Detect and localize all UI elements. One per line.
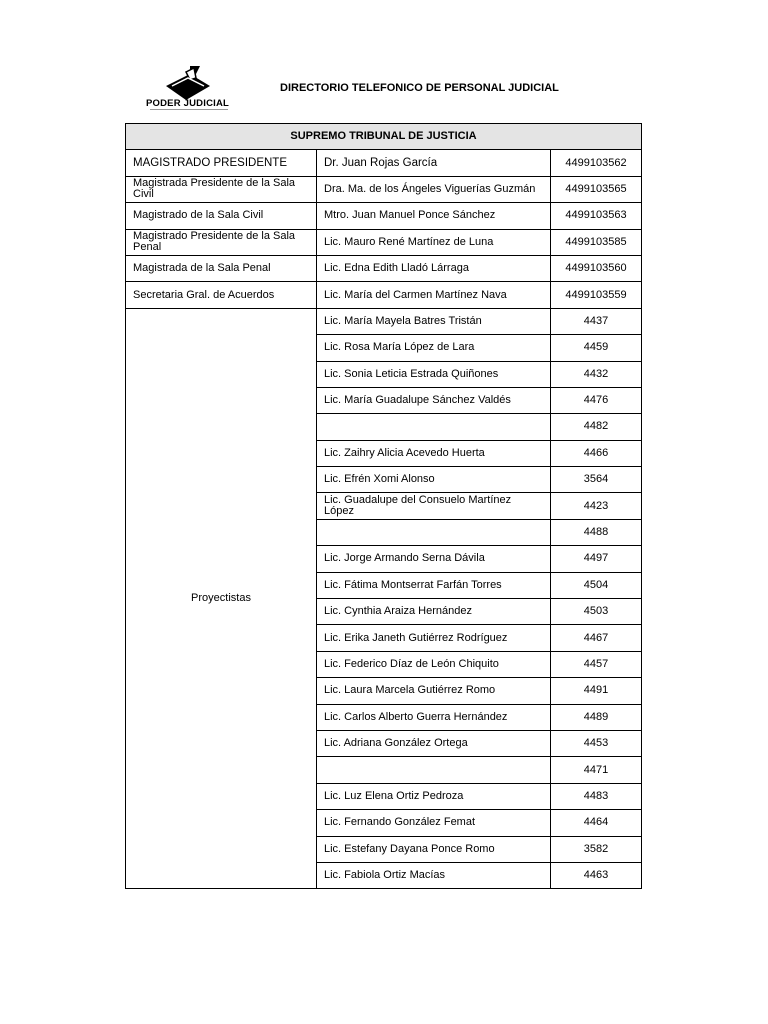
official-phone: 4499103562	[551, 150, 642, 176]
proyectista-name	[317, 519, 551, 545]
proyectista-name: Lic. Erika Janeth Gutiérrez Rodríguez	[317, 625, 551, 651]
proyectista-ext: 4491	[551, 678, 642, 704]
proyectista-ext: 4497	[551, 546, 642, 572]
table-header-row	[126, 124, 642, 150]
official-row	[126, 203, 642, 229]
proyectista-ext: 4463	[551, 862, 642, 888]
official-phone: 4499103565	[551, 176, 642, 202]
proyectista-name: Lic. María Mayela Batres Tristán	[317, 308, 551, 334]
proyectista-name: Lic. Rosa María López de Lara	[317, 335, 551, 361]
official-name: Lic. Mauro René Martínez de Luna	[317, 229, 551, 255]
proyectista-name: Lic. Zaihry Alicia Acevedo Huerta	[317, 440, 551, 466]
official-row	[126, 282, 642, 308]
proyectista-name: Lic. Estefany Dayana Ponce Romo	[317, 836, 551, 862]
directory-table	[125, 123, 642, 889]
gavel-book-icon	[160, 64, 216, 102]
proyectista-ext: 4467	[551, 625, 642, 651]
proyectista-ext: 4453	[551, 730, 642, 756]
proyectista-name: Lic. Efrén Xomi Alonso	[317, 467, 551, 493]
logo-text: PODER JUDICIAL	[146, 98, 230, 109]
proyectista-ext: 3564	[551, 467, 642, 493]
official-name: Mtro. Juan Manuel Ponce Sánchez	[317, 203, 551, 229]
official-phone: 4499103563	[551, 203, 642, 229]
proyectista-name	[317, 757, 551, 783]
official-role: Magistrado de la Sala Civil	[126, 203, 317, 229]
official-role: Secretaria Gral. de Acuerdos	[126, 282, 317, 308]
proyectista-name: Lic. María Guadalupe Sánchez Valdés	[317, 387, 551, 413]
proyectista-ext: 4476	[551, 387, 642, 413]
proyectista-ext: 4459	[551, 335, 642, 361]
proyectista-name: Lic. Federico Díaz de León Chiquito	[317, 651, 551, 677]
proyectista-ext: 4471	[551, 757, 642, 783]
proyectista-ext: 4483	[551, 783, 642, 809]
official-role: Magistrado Presidente de la Sala Penal	[126, 229, 317, 255]
proyectista-ext: 4466	[551, 440, 642, 466]
document-title: DIRECTORIO TELEFONICO DE PERSONAL JUDICIAL	[280, 82, 559, 94]
proyectista-ext: 4489	[551, 704, 642, 730]
poder-judicial-logo	[140, 64, 236, 120]
proyectista-ext: 4504	[551, 572, 642, 598]
proyectista-name: Lic. Sonia Leticia Estrada Quiñones	[317, 361, 551, 387]
proyectista-name: Lic. Guadalupe del Consuelo Martínez López	[317, 493, 551, 519]
proyectista-name: Lic. Carlos Alberto Guerra Hernández	[317, 704, 551, 730]
proyectista-ext: 4423	[551, 493, 642, 519]
proyectista-ext: 4457	[551, 651, 642, 677]
group-label-proyectistas: Proyectistas	[126, 308, 317, 889]
official-row	[126, 255, 642, 281]
proyectista-ext: 4432	[551, 361, 642, 387]
proyectista-ext: 4488	[551, 519, 642, 545]
proyectista-name: Lic. Fernando González Femat	[317, 810, 551, 836]
proyectista-ext: 4503	[551, 599, 642, 625]
proyectista-name: Lic. Fabiola Ortiz Macías	[317, 862, 551, 888]
proyectista-name: Lic. Jorge Armando Serna Dávila	[317, 546, 551, 572]
official-name: Lic. María del Carmen Martínez Nava	[317, 282, 551, 308]
official-role: Magistrada Presidente de la Sala Civil	[126, 176, 317, 202]
proyectista-ext: 4482	[551, 414, 642, 440]
proyectista-row	[126, 308, 642, 334]
proyectista-name	[317, 414, 551, 440]
official-role: Magistrada de la Sala Penal	[126, 255, 317, 281]
proyectista-name: Lic. Luz Elena Ortiz Pedroza	[317, 783, 551, 809]
official-name: Lic. Edna Edith Lladó Lárraga	[317, 255, 551, 281]
proyectista-name: Lic. Cynthia Araiza Hernández	[317, 599, 551, 625]
proyectista-ext: 4464	[551, 810, 642, 836]
proyectista-ext: 4437	[551, 308, 642, 334]
official-name: Dr. Juan Rojas García	[317, 150, 551, 176]
official-row	[126, 229, 642, 255]
official-row	[126, 150, 642, 176]
proyectista-name: Lic. Fátima Montserrat Farfán Torres	[317, 572, 551, 598]
official-name: Dra. Ma. de los Ángeles Viguerías Guzmán	[317, 176, 551, 202]
logo-underline	[150, 109, 228, 112]
official-phone: 4499103585	[551, 229, 642, 255]
official-phone: 4499103559	[551, 282, 642, 308]
proyectista-name: Lic. Laura Marcela Gutiérrez Romo	[317, 678, 551, 704]
official-phone: 4499103560	[551, 255, 642, 281]
proyectista-name: Lic. Adriana González Ortega	[317, 730, 551, 756]
official-role: MAGISTRADO PRESIDENTE	[126, 150, 317, 176]
official-row	[126, 176, 642, 202]
section-title: SUPREMO TRIBUNAL DE JUSTICIA	[126, 124, 642, 150]
proyectista-ext: 3582	[551, 836, 642, 862]
